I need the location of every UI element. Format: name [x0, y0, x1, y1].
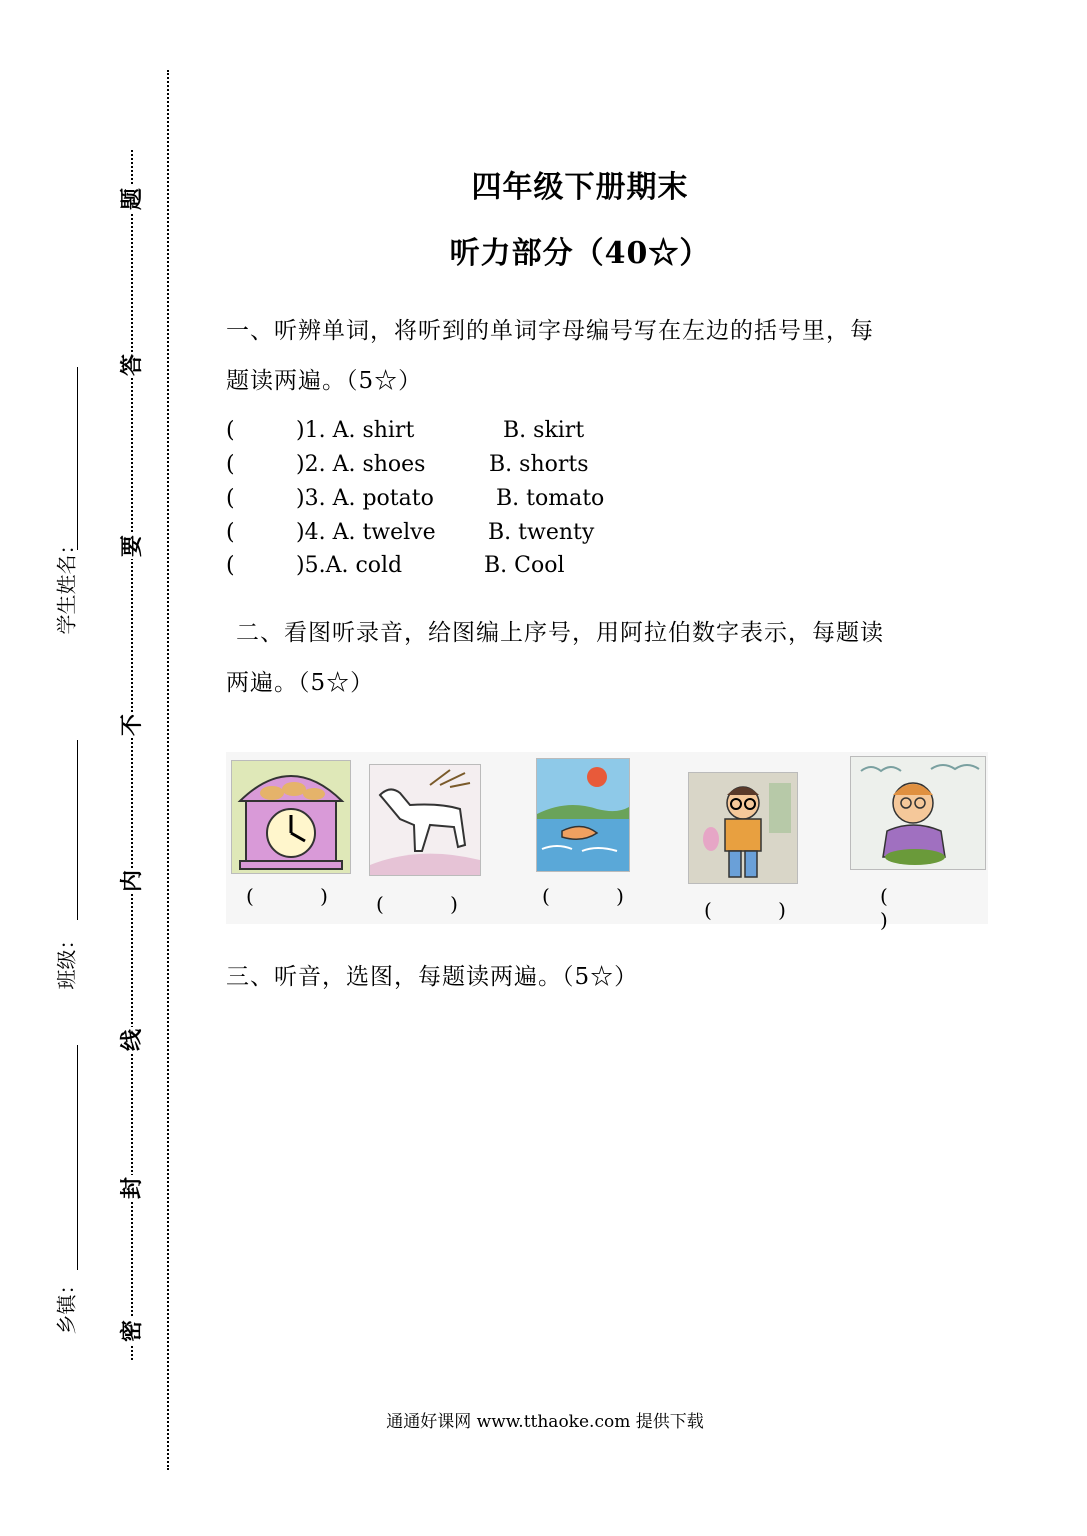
- option-a: )4. A. twelve: [296, 520, 436, 545]
- clock-icon: [232, 761, 350, 873]
- option-b: B. skirt: [503, 418, 585, 443]
- picture-strip: [226, 752, 988, 932]
- answer-paren[interactable]: (: [226, 418, 235, 443]
- seal-char-feng: 封: [119, 1177, 145, 1200]
- option-a: )3. A. potato: [296, 486, 434, 511]
- page-title: 四年级下册期末: [471, 170, 689, 205]
- option-b: B. twenty: [488, 520, 595, 545]
- class-line[interactable]: [77, 740, 78, 920]
- class-label: 班级：: [54, 929, 79, 990]
- boy-with-glasses-picture: [688, 772, 798, 884]
- answer-blank-3[interactable]: ( ): [542, 884, 654, 908]
- goat-picture: [369, 764, 481, 876]
- answer-paren[interactable]: (: [226, 520, 235, 545]
- answer-blank-1[interactable]: ( ): [246, 884, 358, 908]
- binding-dotted-line-right: [167, 70, 169, 1470]
- option-b: B. tomato: [496, 486, 605, 511]
- swimming-picture: [536, 758, 630, 872]
- student-name-line[interactable]: [77, 367, 78, 550]
- section1-instruction-line1: 一、听辨单词，将听到的单词字母编号写在左边的括号里，每: [226, 318, 874, 344]
- option-b: B. Cool: [484, 553, 565, 578]
- boy-with-glasses-icon: [689, 773, 797, 883]
- township-line[interactable]: [77, 1045, 78, 1270]
- section1-instruction-line2: 题读两遍。（5☆）: [226, 368, 423, 394]
- hot-boy-picture: [850, 756, 986, 870]
- township-label: 乡镇：: [54, 1274, 79, 1335]
- option-a: )2. A. shoes: [296, 452, 426, 477]
- seal-char-bu: 不: [119, 714, 145, 737]
- section2-instruction-line2: 两遍。（5☆）: [226, 670, 375, 696]
- answer-blank-2[interactable]: ( ): [376, 892, 488, 916]
- answer-blank-4[interactable]: ( ): [704, 898, 816, 922]
- swimming-icon: [537, 759, 629, 871]
- seal-char-ti: 题: [119, 188, 145, 211]
- goat-icon: [370, 765, 480, 875]
- page-subtitle: 听力部分（40☆）: [449, 236, 711, 271]
- seal-char-da: 答: [119, 354, 145, 377]
- student-name-label: 学生姓名：: [54, 534, 79, 635]
- section2-instruction-line1: 二、看图听录音，给图编上序号，用阿拉伯数字表示，每题读: [236, 620, 884, 646]
- answer-paren[interactable]: (: [226, 452, 235, 477]
- answer-paren[interactable]: (: [226, 553, 235, 578]
- answer-paren[interactable]: (: [226, 486, 235, 511]
- section3-instruction: 三、听音，选图，每题读两遍。（5☆）: [226, 964, 639, 990]
- seal-char-nei: 内: [119, 870, 145, 893]
- option-a: )1. A. shirt: [296, 418, 415, 443]
- answer-blank-5[interactable]: ( ): [880, 884, 918, 932]
- footer-credit: 通通好课网 www.tthaoke.com 提供下载: [386, 1412, 704, 1432]
- option-b: B. shorts: [489, 452, 589, 477]
- seal-char-yao: 要: [119, 535, 145, 558]
- hot-boy-icon: [851, 757, 985, 869]
- option-a: )5.A. cold: [296, 553, 403, 578]
- seal-char-xian: 线: [119, 1029, 145, 1052]
- seal-char-mi: 密: [119, 1320, 145, 1343]
- clock-picture: [231, 760, 351, 874]
